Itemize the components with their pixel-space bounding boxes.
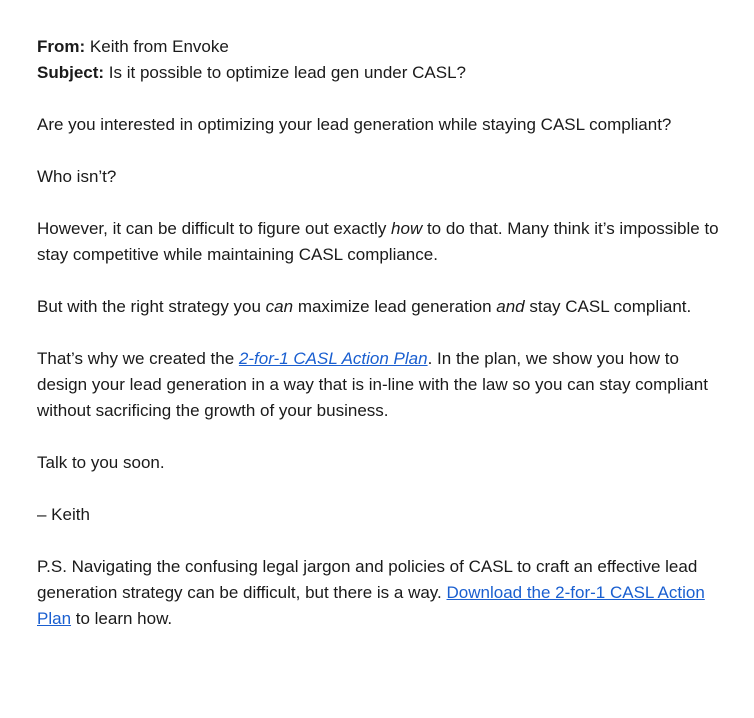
download-link[interactable]: Download the 2-for-1 CASL Action Plan bbox=[37, 583, 705, 628]
from-label: From: bbox=[37, 37, 86, 56]
text-segment: to learn how. bbox=[71, 609, 173, 628]
emphasis-and: and bbox=[496, 297, 525, 316]
emphasis-can: can bbox=[265, 297, 294, 316]
paragraph-who-isnt: Who isn’t? bbox=[37, 167, 117, 186]
text-segment: P.S. Navigating the confusing legal jargon and policies of CASL to craft an effective lead generation strategy can be difficult, but there is a way. bbox=[37, 557, 698, 602]
paragraph-strategy bbox=[37, 294, 727, 320]
paragraph-postscript bbox=[37, 554, 727, 632]
paragraph-action-plan bbox=[37, 346, 727, 424]
subject-label: Subject: bbox=[37, 63, 105, 82]
paragraph-intro: Are you interested in optimizing your lead generation while staying CASL compliant? bbox=[37, 115, 672, 134]
from-value: Keith from Envoke bbox=[89, 37, 229, 56]
text-segment: to do that. Many think it’s impossible to stay competitive while maintaining CASL compliance. bbox=[37, 219, 719, 264]
text-segment: maximize lead generation bbox=[293, 297, 497, 316]
signature: – Keith bbox=[37, 505, 90, 524]
from-line bbox=[37, 34, 727, 60]
text-segment: That’s why we created the bbox=[37, 349, 239, 368]
paragraph-closing: Talk to you soon. bbox=[37, 453, 165, 472]
text-segment: But with the right strategy you bbox=[37, 297, 266, 316]
text-segment: stay CASL compliant. bbox=[524, 297, 692, 316]
subject-line bbox=[37, 60, 727, 86]
subject-value: Is it possible to optimize lead gen under CASL? bbox=[108, 63, 467, 82]
text-segment: However, it can be difficult to figure out exactly bbox=[37, 219, 392, 238]
action-plan-link[interactable]: 2-for-1 CASL Action Plan bbox=[238, 349, 428, 368]
text-segment: . In the plan, we show you how to design your lead generation in a way that is in-line with the law so you can stay compliant without sacrificing the growth of your business. bbox=[37, 349, 708, 420]
emphasis-how: how bbox=[391, 219, 423, 238]
email-message bbox=[37, 34, 727, 632]
paragraph-difficulty bbox=[37, 216, 727, 268]
